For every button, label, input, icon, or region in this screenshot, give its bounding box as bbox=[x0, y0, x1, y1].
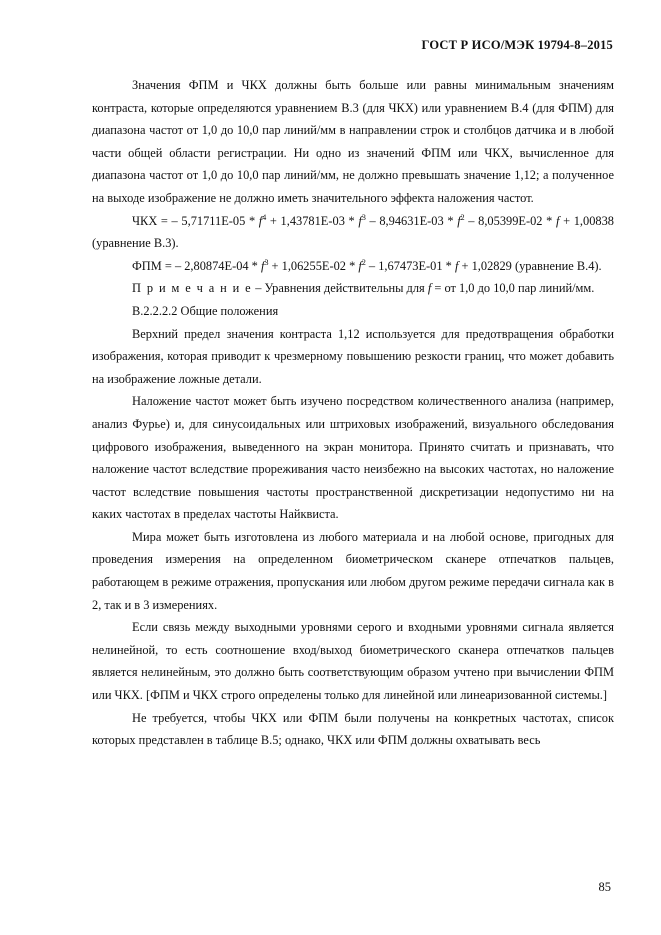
eq4-exponent: 2 bbox=[361, 257, 366, 267]
eq4-term: + 1,06255E-02 * bbox=[268, 258, 359, 273]
eq4-var-f: f bbox=[454, 258, 459, 273]
eq3-lead: ЧКХ = – 5,71711E-05 * bbox=[132, 213, 259, 228]
eq4-var-f: f bbox=[260, 258, 265, 273]
eq3-var-f: f bbox=[258, 213, 263, 228]
note bbox=[92, 277, 614, 300]
paragraph-frequencies: Не требуется, чтобы ЧКХ или ФПМ были получены на конкретных частотах, список которых представлен в таблице В.5; однако, ЧКХ или ФПМ должны охватывать весь bbox=[92, 710, 614, 748]
document-header: ГОСТ Р ИСО/МЭК 19794-8–2015 bbox=[421, 38, 613, 52]
note-label: П р и м е ч а н и е bbox=[132, 281, 253, 296]
eq3-term: + 1,43781E-03 * bbox=[266, 213, 359, 228]
eq3-exponent: 4 bbox=[262, 212, 267, 222]
section-heading: В.2.2.2.2 Общие положения bbox=[132, 303, 279, 318]
equation-b4 bbox=[92, 255, 614, 278]
eq4-term: – 1,67473E-01 * bbox=[365, 258, 455, 273]
paragraph-nonlinear: Если связь между выходными уровнями серого и входными уровнями сигнала является нелинейной, то есть соотношение вход/выход биометрического сканера отпечатков пальцев является нелинейным, это должно быть соответствующим образом учтено при вычислении ФПМ или ЧКХ. [ФПМ и ЧКХ строго определены только для линейной или линеаризованной системы.] bbox=[92, 620, 614, 703]
eq3-var-f: f bbox=[555, 213, 560, 228]
eq4-term: + 1,02829 (уравнение В.4). bbox=[458, 258, 602, 273]
eq3-term: – 8,05399E-02 * bbox=[464, 213, 556, 228]
paragraph-aliasing: Наложение частот может быть изучено посредством количественного анализа (например, анализ Фурье) и, для синусоидальных или штриховых изображений, визуального обследования цифрового изображения, выведенного на экран монитора. Принято считать и признавать, что наложение частот вследствие прореживания часто неизбежно на высоких частотах, но наложение частот вследствие повышения частоты пространственной дискретизации недопустимо ни на каких частотах в пределах частоты Найквиста. bbox=[92, 394, 614, 522]
note-text: = от 1,0 до 10,0 пар линий/мм. bbox=[431, 281, 595, 296]
page-number: 85 bbox=[598, 880, 611, 894]
page-body bbox=[92, 74, 614, 752]
eq3-var-f: f bbox=[457, 213, 461, 228]
eq4-lead: ФПМ = – 2,80874E-04 * bbox=[132, 258, 261, 273]
note-text: – Уравнения действительны для bbox=[252, 281, 428, 296]
paragraph-target-material: Мира может быть изготовлена из любого материала и на любой основе, пригодных для проведения измерения на определенном биометрическом сканере отпечатков пальцев, работающем в режиме отражения, пропускания или любом другом режиме передачи сигнала как в 2, так и в 3 измерениях. bbox=[92, 529, 614, 612]
paragraph-contrast-values: Значения ФПМ и ЧКХ должны быть больше или равны минимальным значениям контраста, которые определяются уравнением В.3 (для ЧКХ) или уравнением В.4 (для ФПМ) для диапазона частот от 1,0 до 10,0 пар линий/мм в направлении строк и столбцов датчика и в любой части общей области регистрации. Ни одно из значений ФПМ или ЧКХ, вычисленное для диапазона частот от 1,0 до 10,0 пар линий/мм, не должно превышать значение 1,12; а полученное на выходе изображение не должно иметь значительного эффекта наложения частот. bbox=[92, 78, 614, 205]
eq3-term: – 8,94631E-03 * bbox=[365, 213, 458, 228]
note-var-f: f bbox=[427, 281, 432, 296]
eq4-exponent: 3 bbox=[264, 257, 269, 267]
equation-b3 bbox=[92, 210, 614, 255]
eq3-var-f: f bbox=[358, 213, 362, 228]
paragraph-upper-limit: Верхний предел значения контраста 1,12 используется для предотвращения обработки изображения, которая приводит к чрезмерному повышению резкости границ, что может добавить на изображение ложные детали. bbox=[92, 326, 614, 386]
eq3-term: + 1,00838 (уравнение В.3). bbox=[92, 213, 614, 251]
eq4-var-f: f bbox=[358, 258, 362, 273]
eq3-exponent: 3 bbox=[361, 212, 366, 222]
eq3-exponent: 2 bbox=[460, 212, 465, 222]
